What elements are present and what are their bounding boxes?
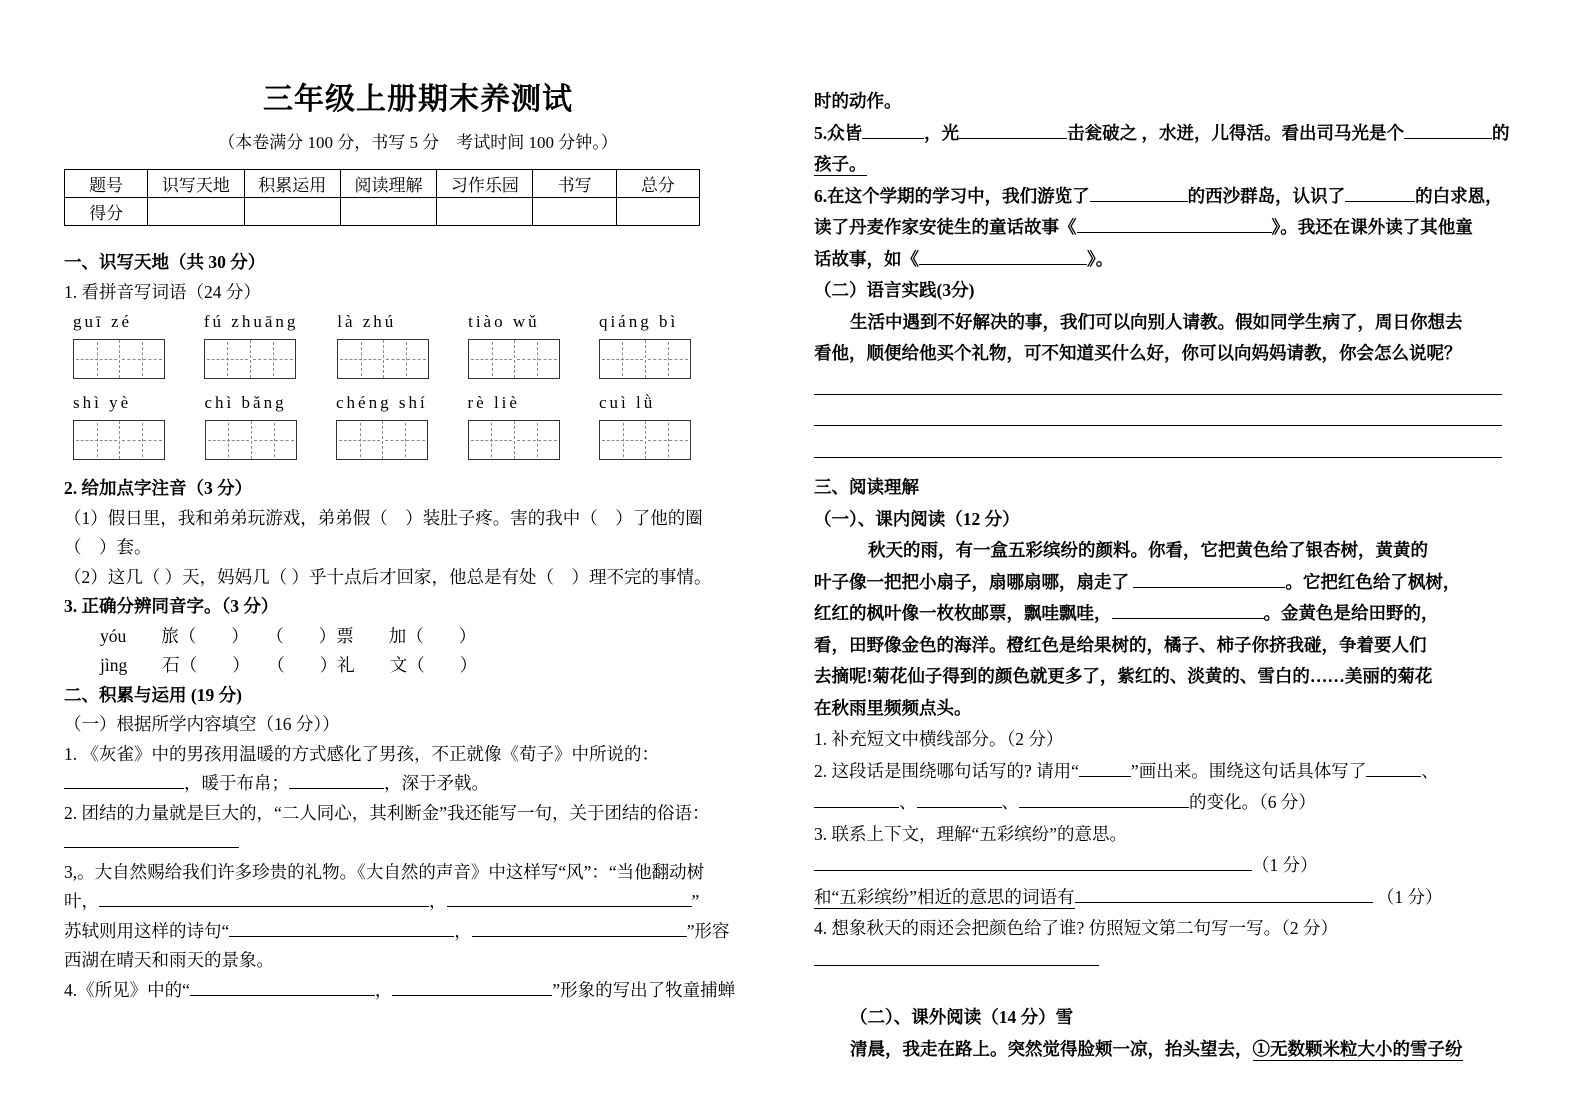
writing-grid-cell [514, 340, 559, 378]
answer-line [814, 444, 1502, 458]
score-table-column-header: 书写 [533, 170, 616, 198]
reading-q3-line-2 [814, 850, 1514, 882]
fill6-line-1 [814, 181, 1514, 213]
text-segment: 2. 这段话是围绕哪句话写的? 请用“ [814, 760, 1079, 781]
text-segment: 读了丹麦作家安徒生的童话故事《 [814, 217, 1077, 237]
answer-line [814, 412, 1502, 426]
writing-grid-cell [205, 340, 250, 378]
fill2-blank [64, 828, 772, 858]
q2-line-3: （2）这几（ ）天，妈妈几（ ）乎十点后才回家，他总是有处（ ）理不完的事情。 [64, 566, 712, 587]
text-segment: 》。我还在课外读了其他童 [1271, 217, 1473, 237]
text-segment: ，暖于布帛； [184, 773, 289, 793]
text-segment: 的变化。（6 分） [1189, 792, 1316, 812]
writing-grid [73, 420, 165, 460]
blank-line [919, 251, 1087, 265]
blank-line [1079, 763, 1131, 777]
blank-line [862, 125, 924, 139]
pinyin-word-item [336, 393, 428, 460]
text-segment: 苏轼则用这样的诗句“ [64, 920, 230, 941]
pinyin-label: guī zé [73, 312, 133, 331]
text-segment: 击瓮破之 ，水迸，儿得活。看出司马光是个 [1067, 122, 1404, 143]
writing-grid-cell [469, 421, 514, 459]
text-segment: 》。 [1087, 248, 1114, 269]
text-segment: 叶， [64, 891, 99, 911]
writing-grid-cell [383, 340, 428, 378]
fill3-line-4: 西湖在晴天和雨天的景象。 [64, 950, 274, 970]
blank-line [1090, 188, 1188, 202]
text-segment: 叶子像一把把小扇子，扇哪扇哪，扇走了 [814, 571, 1134, 592]
text-segment: ”画出来。围绕这句话具体写了 [1130, 760, 1367, 781]
text-segment: 5.众皆 [814, 122, 863, 143]
blank-line [1366, 763, 1421, 777]
pinyin-word-item [468, 312, 560, 379]
pinyin-word-item [468, 393, 560, 460]
blank-line [64, 775, 184, 789]
reading-q4-line-2 [814, 945, 1514, 977]
writing-grid-cell [251, 421, 296, 459]
text-segment: ” [691, 891, 700, 911]
pinyin-label: chéng shí [336, 393, 428, 412]
blank-line [190, 982, 375, 996]
score-table-column-header: 题号 [65, 170, 148, 198]
score-table-column-header: 识写天地 [148, 170, 244, 198]
reading-q2-line-1 [814, 756, 1514, 788]
reading-q3-line-1: 3. 联系上下文，理解“五彩缤纷”的意思。 [814, 823, 1128, 844]
score-row-label: 得分 [65, 198, 148, 226]
blank-line [1019, 794, 1189, 808]
writing-grid-cell [337, 421, 382, 459]
text-segment: 的西沙群岛，认识了 [1187, 185, 1346, 206]
q2-label: 2. 给加点字注音（3 分） [64, 478, 253, 498]
blank-line [814, 857, 1252, 871]
q2-line-1: （1）假日里，我和弟弟玩游戏，弟弟假（ ）装肚子疼。害的我中（ ）了他的圈 [64, 507, 703, 528]
passage-line-5: 去摘呢!菊花仙子得到的颜色就更多了，紫红的、淡黄的、雪白的……美丽的菊花 [814, 666, 1433, 686]
writing-grid-cell [119, 421, 164, 459]
text-segment: （1 分） [1372, 886, 1443, 907]
score-cell-empty [244, 198, 340, 226]
q3-row-1: yóu 旅（ ） （ ）票 加（ ） [100, 625, 477, 646]
text-segment: 、 [899, 792, 917, 812]
q1-label: 1. 看拼音写词语（24 分） [64, 281, 261, 302]
pinyin-label: rè liè [467, 393, 520, 412]
text-segment: ，光 [924, 122, 960, 143]
blank-line [1112, 605, 1264, 619]
score-table-score-row [65, 198, 700, 226]
score-table-column-header: 阅读理解 [340, 170, 436, 198]
left-column [64, 74, 772, 1005]
q3-row-2: jìng 石（ ） （ ）礼 文（ ） [100, 655, 478, 675]
passage2-line-1 [814, 1034, 1514, 1066]
section2-heading: 二、积累与运用 (19 分) [64, 684, 242, 705]
blank-line [959, 125, 1067, 139]
text-segment: 6.在这个学期的学习中，我们游览了 [814, 185, 1090, 206]
writing-grid-cell [600, 340, 645, 378]
fill3-line-2 [64, 887, 772, 917]
text-segment: 的 [1492, 122, 1510, 143]
pinyin-word-item [599, 312, 691, 379]
blank-line [392, 982, 552, 996]
section1-heading: 一、识写天地（共 30 分） [64, 252, 266, 272]
blank-line [814, 952, 1099, 966]
exam-title: 三年级上册期末养测试 [263, 83, 573, 116]
pinyin-word-item [205, 393, 297, 460]
writing-grid [337, 339, 429, 379]
fill1-blanks [64, 769, 772, 799]
fill4-line [64, 976, 772, 1006]
score-table [64, 169, 700, 226]
text-segment: ”形象的写出了牧童捕蝉 [552, 979, 736, 1000]
exam-subtitle: （本卷满分 100 分，书写 5 分 考试时间 100 分钟。） [218, 133, 618, 152]
fill3-line-3 [64, 917, 772, 947]
blank-line [917, 794, 1002, 808]
text-segment: 话故事，如《 [814, 248, 919, 269]
writing-grid-cell [250, 340, 295, 378]
underlined-text: 孩子。 [814, 154, 867, 174]
fill5-line-2 [814, 149, 1514, 181]
pinyin-word-item [337, 312, 429, 379]
writing-grid [468, 420, 560, 460]
score-cell-empty [616, 198, 699, 226]
blank-line [472, 923, 687, 937]
text-segment: 。金黄色是给田野的， [1263, 603, 1439, 623]
text-segment: ”形容 [686, 920, 730, 941]
score-table-header-row [65, 170, 700, 198]
text-segment: 、 [1001, 792, 1019, 812]
score-cell-empty [340, 198, 436, 226]
reading-q2-line-2 [814, 787, 1514, 819]
q2-line-2: （ ）套。 [64, 537, 152, 557]
practice-heading: （二）语言实践(3分) [814, 280, 975, 300]
blank-line [99, 893, 429, 907]
writing-grid-cell [645, 340, 690, 378]
passage-line-4: 看，田野像金色的海洋。橙红色是给果树的，橘子、柿子你挤我碰，争着要人们 [814, 634, 1427, 655]
fill5-line-1 [814, 118, 1514, 150]
blank-line [447, 893, 692, 907]
writing-grid [468, 339, 560, 379]
reading-q1: 1. 补充短文中横线部分。（2 分） [814, 729, 1064, 749]
writing-grid-cell [382, 421, 427, 459]
writing-grid [205, 420, 297, 460]
writing-grid-cell [74, 421, 119, 459]
passage-line-3 [814, 598, 1514, 630]
score-cell-empty [148, 198, 244, 226]
score-cell-empty [533, 198, 616, 226]
writing-grid [599, 339, 691, 379]
text-segment: 、 [1421, 760, 1439, 781]
pinyin-word-item [73, 312, 165, 379]
pinyin-label: tiào wǔ [468, 312, 540, 331]
text-segment: 4.《所见》中的“ [64, 979, 190, 1000]
writing-grid [599, 420, 691, 460]
writing-grid-cell [338, 340, 383, 378]
underlined-text: ①无数颗米粒大小的雪子纷 [1252, 1038, 1463, 1059]
text-segment: ， [374, 979, 393, 1000]
writing-grid-cell [469, 340, 514, 378]
writing-grid-cell [74, 340, 119, 378]
blank-line [1345, 188, 1415, 202]
fill6-line-2 [814, 212, 1514, 244]
pinyin-label: cuì lǜ [599, 393, 656, 412]
score-cell-empty [437, 198, 533, 226]
pinyin-word-item [73, 393, 165, 460]
writing-grid-cell [119, 340, 164, 378]
pinyin-label: qiáng bì [598, 312, 679, 331]
blank-line [1077, 219, 1272, 233]
blank-line [814, 794, 899, 808]
underlined-text: 和“五彩缤纷”相近的意思的词语有 [814, 886, 1075, 907]
writing-grid [204, 339, 296, 379]
text-segment: 的白求恩， [1415, 185, 1503, 206]
pinyin-row-1 [73, 312, 691, 379]
blank-line [64, 834, 239, 848]
pinyin-label: fú zhuāng [203, 312, 299, 331]
continuation-line: 时的动作。 [814, 91, 902, 111]
blank-line [1133, 574, 1285, 588]
pinyin-label: chì bǎng [204, 393, 287, 412]
section2-sub: （一）根据所学内容填空（16 分）） [64, 714, 340, 734]
pinyin-row-2 [73, 393, 691, 460]
answer-line [814, 381, 1502, 395]
text-segment: 红红的枫叶像一枚枚邮票，飘哇飘哇， [814, 603, 1112, 623]
reading-q4-line-1: 4. 想象秋天的雨还会把颜色给了谁? 仿照短文第二句写一写。（2 分） [814, 918, 1339, 938]
pinyin-word-item [599, 393, 691, 460]
blank-line [1075, 889, 1373, 903]
score-table-column-header: 积累运用 [244, 170, 340, 198]
text-segment: 清晨，我走在路上。突然觉得脸颊一凉，抬头望去， [850, 1038, 1253, 1059]
writing-grid-cell [600, 421, 645, 459]
fill3-intro: 3,。大自然赐给我们许多珍贵的礼物。《大自然的声音》中这样写“风”：“当他翻动树 [64, 861, 705, 882]
passage-line-2 [814, 567, 1514, 599]
score-table-column-header: 总分 [616, 170, 699, 198]
section3-heading: 三、阅读理解 [814, 477, 919, 497]
writing-grid-cell [645, 421, 690, 459]
passage-line-1: 秋天的雨，有一盒五彩缤纷的颜料。你看，它把黄色给了银杏树，黄黄的 [868, 540, 1428, 560]
fill2-intro: 2. 团结的力量就是巨大的，“二人同心，其利断金”我还能写一句，关于团结的俗语： [64, 802, 710, 823]
right-column [814, 86, 1514, 1065]
writing-grid [73, 339, 165, 379]
pinyin-word-item [204, 312, 299, 379]
pinyin-label: là zhú [337, 312, 397, 331]
passage-line-6: 在秋雨里频频点头。 [814, 697, 972, 718]
blank-line [1404, 125, 1492, 139]
q3-label: 3. 正确分辨同音字。（3 分） [64, 596, 279, 616]
writing-grid-cell [206, 421, 251, 459]
score-table-column-header: 习作乐园 [437, 170, 533, 198]
text-segment: ， [429, 891, 447, 911]
writing-grid-cell [514, 421, 559, 459]
fill1-intro: 1. 《灰雀》中的男孩用温暖的方式感化了男孩，不正就像《荀子》中所说的： [64, 743, 659, 764]
text-segment: ， [454, 920, 472, 941]
practice-line-2: 看他，顺便给他买个礼物，可不知道买什么好，你可以向妈妈请教，你会怎么说呢？ [814, 343, 1462, 363]
reading-q3-line-3 [814, 882, 1514, 914]
practice-line-1: 生活中遇到不好解决的事，我们可以向别人请教。假如同学生病了，周日你想去 [850, 311, 1463, 332]
text-segment: ，深于矛戟。 [384, 773, 489, 793]
practice-answer-lines [814, 374, 1514, 469]
text-segment: 。它把红色给了枫树， [1285, 571, 1461, 592]
writing-grid [336, 420, 428, 460]
blank-line [289, 775, 384, 789]
section3-sub: （一）、课内阅读（12 分） [814, 508, 1020, 529]
fill6-line-3 [814, 244, 1514, 276]
section3b-heading: （二）、课外阅读（14 分）雪 [850, 1007, 1074, 1027]
pinyin-label: shì yè [73, 393, 132, 412]
text-segment: （1 分） [1252, 855, 1318, 875]
blank-line [229, 923, 454, 937]
